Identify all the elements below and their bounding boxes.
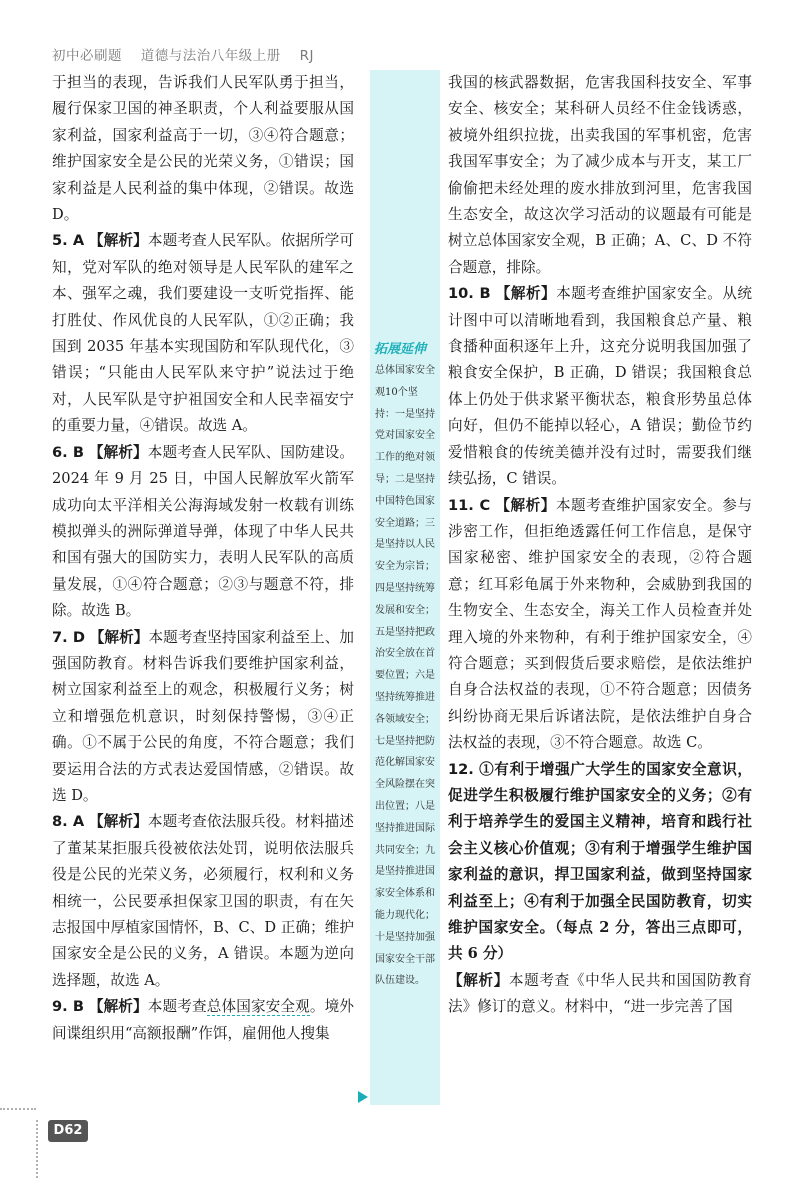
question-12 — [448, 757, 752, 968]
question-6-text: 本题考查人民军队、国防建设。2024 年 9 月 25 日，中国人民解放军火箭军成功向太平洋相关公海海域发射一枚载有训练模拟弹头的洲际弹道导弹，体现了中华人民共和国有强大的国防实力，表明人民军队的高质量发展，①④符合题意；②③与题意不符，排除。故选 B。 — [52, 443, 354, 620]
book-subject: 道德与法治八年级上册 — [140, 48, 281, 64]
right-column — [448, 70, 752, 1021]
analysis-tag: 【解析】 — [88, 443, 148, 461]
question-12-analysis-text: 本题考查《中华人民共和国国防教育法》修订的意义。材料中，“进一步完善了国 — [448, 971, 752, 1016]
pointer-arrow-icon — [358, 1091, 368, 1103]
question-9-keyword: 总体国家安全观 — [206, 998, 310, 1016]
question-11 — [448, 493, 752, 757]
question-8-number: 8. A — [52, 813, 85, 831]
sidebar-title: 拓展延伸 — [374, 342, 427, 357]
question-10-text: 本题考查维护国家安全。从统计图中可以清晰地看到，我国粮食总产量、粮食播种面积逐年上升，这充分说明我国加强了粮食安全保护，B 正确，D 错误；我国粮食总体上仍处于供求紧平衡状态，粮食形势虽总体向好，但仍不能掉以轻心，A 错误；勤俭节约爱惜粮食的传统美德并没有过时，需要我们继续弘扬，C 错误。 — [448, 285, 752, 488]
question-6 — [52, 440, 354, 625]
sidebar-body: 总体国家安全观10个坚持：一是坚持党对国家安全工作的绝对领导；二是坚持中国特色国家安全道路；三是坚持以人民安全为宗旨；四是坚持统筹发展和安全；五是坚持把政治安全放在首要位置；六是坚持统筹推进各领域安全；七是坚持把防范化解国家安全风险摆在突出位置；八是坚持推进国际共同安全；九是坚持推进国家安全体系和能力现代化；十是坚持加强国家安全干部队伍建设。 — [375, 365, 435, 987]
corner-dotted-line — [0, 1108, 36, 1110]
question-9-text-post: 。境外间谍组织用“高额报酬”作饵，雇佣他人搜集 — [52, 998, 354, 1042]
question-8-text: 本题考查依法服兵役。材料描述了董某某拒服兵役被依法处罚，说明依法服兵役是公民的光荣义务，必须履行，权利和义务相统一，公民要承担保家卫国的职责，有在矢志报国中厚植家国情怀，B、C、D 正确；维护国家安全是公民的义务，A 错误。本题为逆向选择题，故选 A。 — [52, 813, 354, 989]
analysis-tag: 【解析】 — [89, 813, 148, 831]
page-number: D62 — [48, 1120, 88, 1142]
question-9-number: 9. B — [52, 998, 85, 1016]
book-edition: RJ — [299, 48, 314, 64]
question-5-number: 5. A — [52, 232, 85, 250]
question-12-number: 12. — [448, 760, 474, 778]
right-intro-text: 我国的核武器数据，危害我国科技安全、军事安全、核安全；某科研人员经不住金钱诱惑，被境外组织拉拢，出卖我国的军事机密，危害我国军事安全；为了减少成本与开支，某工厂偷偷把未经处理的废水排放到河里，危害我国生态安全，故这次学习活动的议题最有可能是树立总体国家安全观，B 正确；A、C、D 不符合题意，排除。 — [448, 74, 752, 276]
question-7-number: 7. D — [52, 628, 85, 646]
left-column — [52, 70, 354, 1047]
left-intro-text: 于担当的表现，告诉我们人民军队勇于担当，履行保家卫国的神圣职责，个人利益要服从国家利益，国家利益高于一切，③④符合题意；维护国家安全是公民的光荣义务，①错误；国家利益是人民利益的集中体现，②错误。故选 D。 — [52, 74, 354, 224]
corner-dotted-line — [36, 1120, 38, 1178]
question-12-answer: ①有利于增强广大学生的国家安全意识，促进学生积极履行维护国家安全的义务；②有利于培养学生的爱国主义精神，培育和践行社会主义核心价值观；③有利于增强学生维护国家利益的意识，捍卫国家利益，做到坚持国家利益至上；④有利于加强全民国防教育，切实维护国家安全。（每点 2 分，答出三点即可，共 6 分） — [448, 760, 752, 963]
question-11-number: 11. C — [448, 496, 491, 514]
question-10 — [448, 281, 752, 492]
question-7-text: 本题考查坚持国家利益至上、加强国防教育。材料告诉我们要维护国家利益，树立国家利益至上的观念，积极履行义务；树立和增强危机意识，时刻保持警惕，③④正确。①不属于公民的角度，不符合题意；我们要运用合法的方式表达爱国情感，②错误。故选 D。 — [52, 628, 354, 804]
question-11-text: 本题考查维护国家安全。参与涉密工作，但拒绝透露任何工作信息，是保守国家秘密、维护国家安全的表现，②符合题意；红耳彩龟属于外来物种，会威胁到我国的生物安全、生态安全，海关工作人员检查并处理入境的外来物种，有利于维护国家安全，④符合题意；买到假货后要求赔偿，是依法维护自身合法权益的表现，①不符合题意；因债务纠纷协商无果后诉诸法院，是依法维护自身合法权益的表现，③不符合题意。故选 C。 — [448, 496, 752, 752]
question-8 — [52, 809, 354, 994]
question-6-number: 6. B — [52, 443, 85, 461]
analysis-tag: 【解析】 — [88, 998, 148, 1016]
question-5 — [52, 228, 354, 439]
analysis-tag: 【解析】 — [495, 496, 556, 514]
analysis-tag: 【解析】 — [89, 628, 149, 646]
question-7 — [52, 625, 354, 810]
analysis-tag: 【解析】 — [89, 232, 148, 250]
question-5-text: 本题考查人民军队。依据所学可知，党对军队的绝对领导是人民军队的建军之本、强军之魂，我们要建设一支听党指挥、能打胜仗、作风优良的人民军队，①②正确；我国到 2035 年基本实现国防和军队现代化，③错误；“只能由人民军队来守护”说法过于绝对，人民军队是守护祖国安全和人民幸福安宁的重要力量，④错误。故选 A。 — [52, 232, 354, 435]
question-12-analysis — [448, 968, 752, 1021]
analysis-tag: 【解析】 — [495, 285, 557, 303]
question-9-text-pre: 本题考查 — [147, 998, 207, 1016]
question-10-number: 10. B — [448, 285, 491, 303]
analysis-tag: 【解析】 — [448, 971, 509, 989]
extension-sidebar — [370, 70, 440, 1105]
question-9 — [52, 994, 354, 1047]
page-header — [52, 44, 472, 66]
book-title: 初中必刷题 — [52, 48, 122, 64]
